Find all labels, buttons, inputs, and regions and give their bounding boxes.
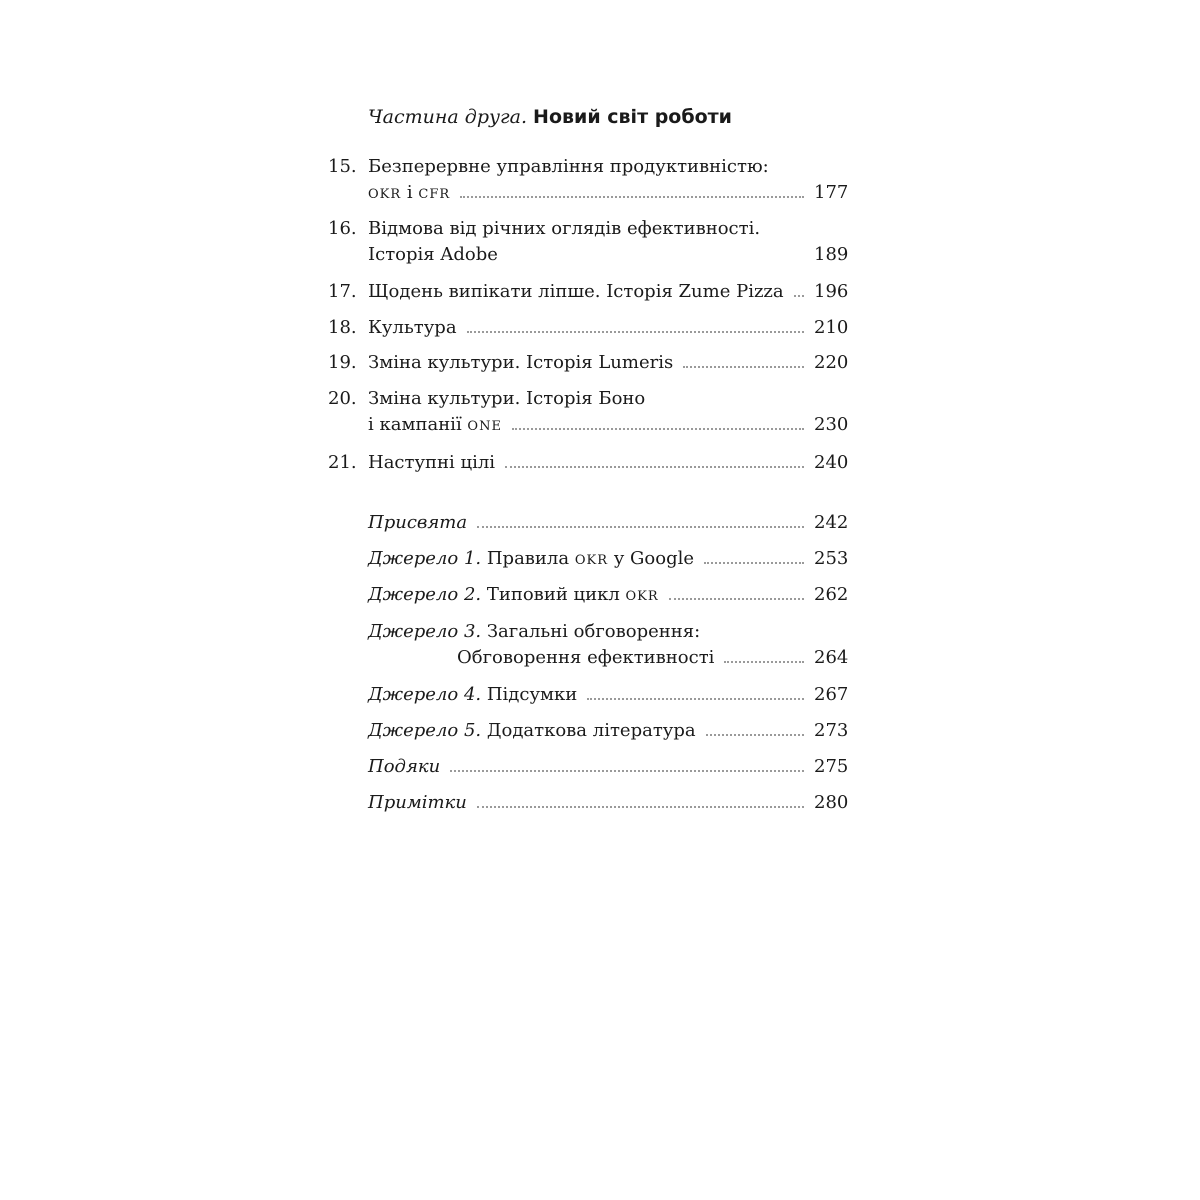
- toc-entry-dedication[interactable]: [328, 510, 849, 536]
- dot-leader: [460, 196, 804, 198]
- page-number: 280: [814, 792, 849, 813]
- toc-entry-17[interactable]: [328, 279, 849, 305]
- chapter-title-line2: okr і cfr: [368, 182, 451, 203]
- dot-leader: [669, 598, 804, 600]
- page-number: 230: [814, 414, 849, 435]
- toc-entry-notes[interactable]: [328, 790, 849, 816]
- chapter-title: Наступні цілі: [368, 452, 496, 473]
- page-number: 253: [814, 548, 849, 569]
- page-number: 189: [814, 244, 849, 265]
- page-number: 210: [814, 317, 849, 338]
- chapter-number: 18.: [328, 317, 357, 338]
- appendix-title: Джерело 4. Підсумки: [368, 684, 578, 705]
- appendix-title: Джерело 1. Правила okr у Google: [368, 548, 695, 569]
- appendix-title-line1: Джерело 3. Загальні обговорення:: [368, 621, 701, 642]
- dot-leader: [704, 562, 804, 564]
- part-title: Новий світ роботи: [533, 106, 732, 128]
- toc-entry-source-3[interactable]: [328, 619, 849, 671]
- page-number: 196: [814, 281, 849, 302]
- dot-leader: [724, 661, 804, 663]
- chapter-title: Щодень випікати ліпше. Історія Zume Pizza: [368, 281, 784, 302]
- page-number: 275: [814, 756, 849, 777]
- page-number: 240: [814, 452, 849, 473]
- dot-leader: [467, 331, 804, 333]
- toc-entry-15[interactable]: [328, 154, 849, 206]
- toc-entry-20[interactable]: [328, 386, 849, 438]
- dot-leader: [794, 295, 804, 297]
- page-number: 273: [814, 720, 849, 741]
- chapter-number: 16.: [328, 218, 357, 239]
- appendix-title: Примітки: [368, 792, 467, 813]
- appendix-title-line2: Обговорення ефективності: [457, 647, 715, 668]
- toc-entry-19[interactable]: [328, 350, 849, 376]
- chapter-title: Культура: [368, 317, 457, 338]
- dot-leader: [450, 770, 804, 772]
- toc-entry-source-4[interactable]: [328, 682, 849, 708]
- chapter-title-line2: Історія Adobe: [368, 244, 498, 265]
- toc-entry-16[interactable]: [328, 216, 849, 268]
- part-heading: [368, 104, 732, 130]
- page-number: 177: [814, 182, 849, 203]
- appendix-title: Джерело 5. Додаткова література: [368, 720, 696, 741]
- chapter-number: 15.: [328, 156, 357, 177]
- appendix-title: Джерело 2. Типовий цикл okr: [368, 584, 659, 605]
- dot-leader: [587, 698, 804, 700]
- dot-leader: [683, 366, 804, 368]
- chapter-title-line2: і кампанії one: [368, 414, 502, 435]
- toc-entry-acknowledgements[interactable]: [328, 754, 849, 780]
- page-number: 242: [814, 512, 849, 533]
- chapter-title-line1: Відмова від річних оглядів ефективності.: [368, 218, 761, 239]
- chapter-title-line1: Безперервне управління продуктивністю:: [368, 156, 769, 177]
- page-number: 267: [814, 684, 849, 705]
- chapter-number: 19.: [328, 352, 357, 373]
- dot-leader: [512, 428, 804, 430]
- appendix-title: Присвята: [368, 512, 468, 533]
- toc-entry-18[interactable]: [328, 315, 849, 341]
- dot-leader: [706, 734, 804, 736]
- toc-entry-source-1[interactable]: [328, 546, 849, 572]
- toc-entry-21[interactable]: [328, 450, 849, 476]
- dot-leader: [477, 806, 804, 808]
- chapter-number: 17.: [328, 281, 357, 302]
- page-number: 220: [814, 352, 849, 373]
- chapter-number: 20.: [328, 388, 357, 409]
- page-number: 264: [814, 647, 849, 668]
- toc-entry-source-5[interactable]: [328, 718, 849, 744]
- chapter-number: 21.: [328, 452, 357, 473]
- page-number: 262: [814, 584, 849, 605]
- part-prefix: Частина друга.: [368, 106, 527, 128]
- dot-leader: [505, 466, 804, 468]
- appendix-title: Подяки: [368, 756, 441, 777]
- chapter-title-line1: Зміна культури. Історія Боно: [368, 388, 646, 409]
- chapter-title: Зміна культури. Історія Lumeris: [368, 352, 674, 373]
- toc-entry-source-2[interactable]: [328, 582, 849, 608]
- dot-leader: [477, 526, 804, 528]
